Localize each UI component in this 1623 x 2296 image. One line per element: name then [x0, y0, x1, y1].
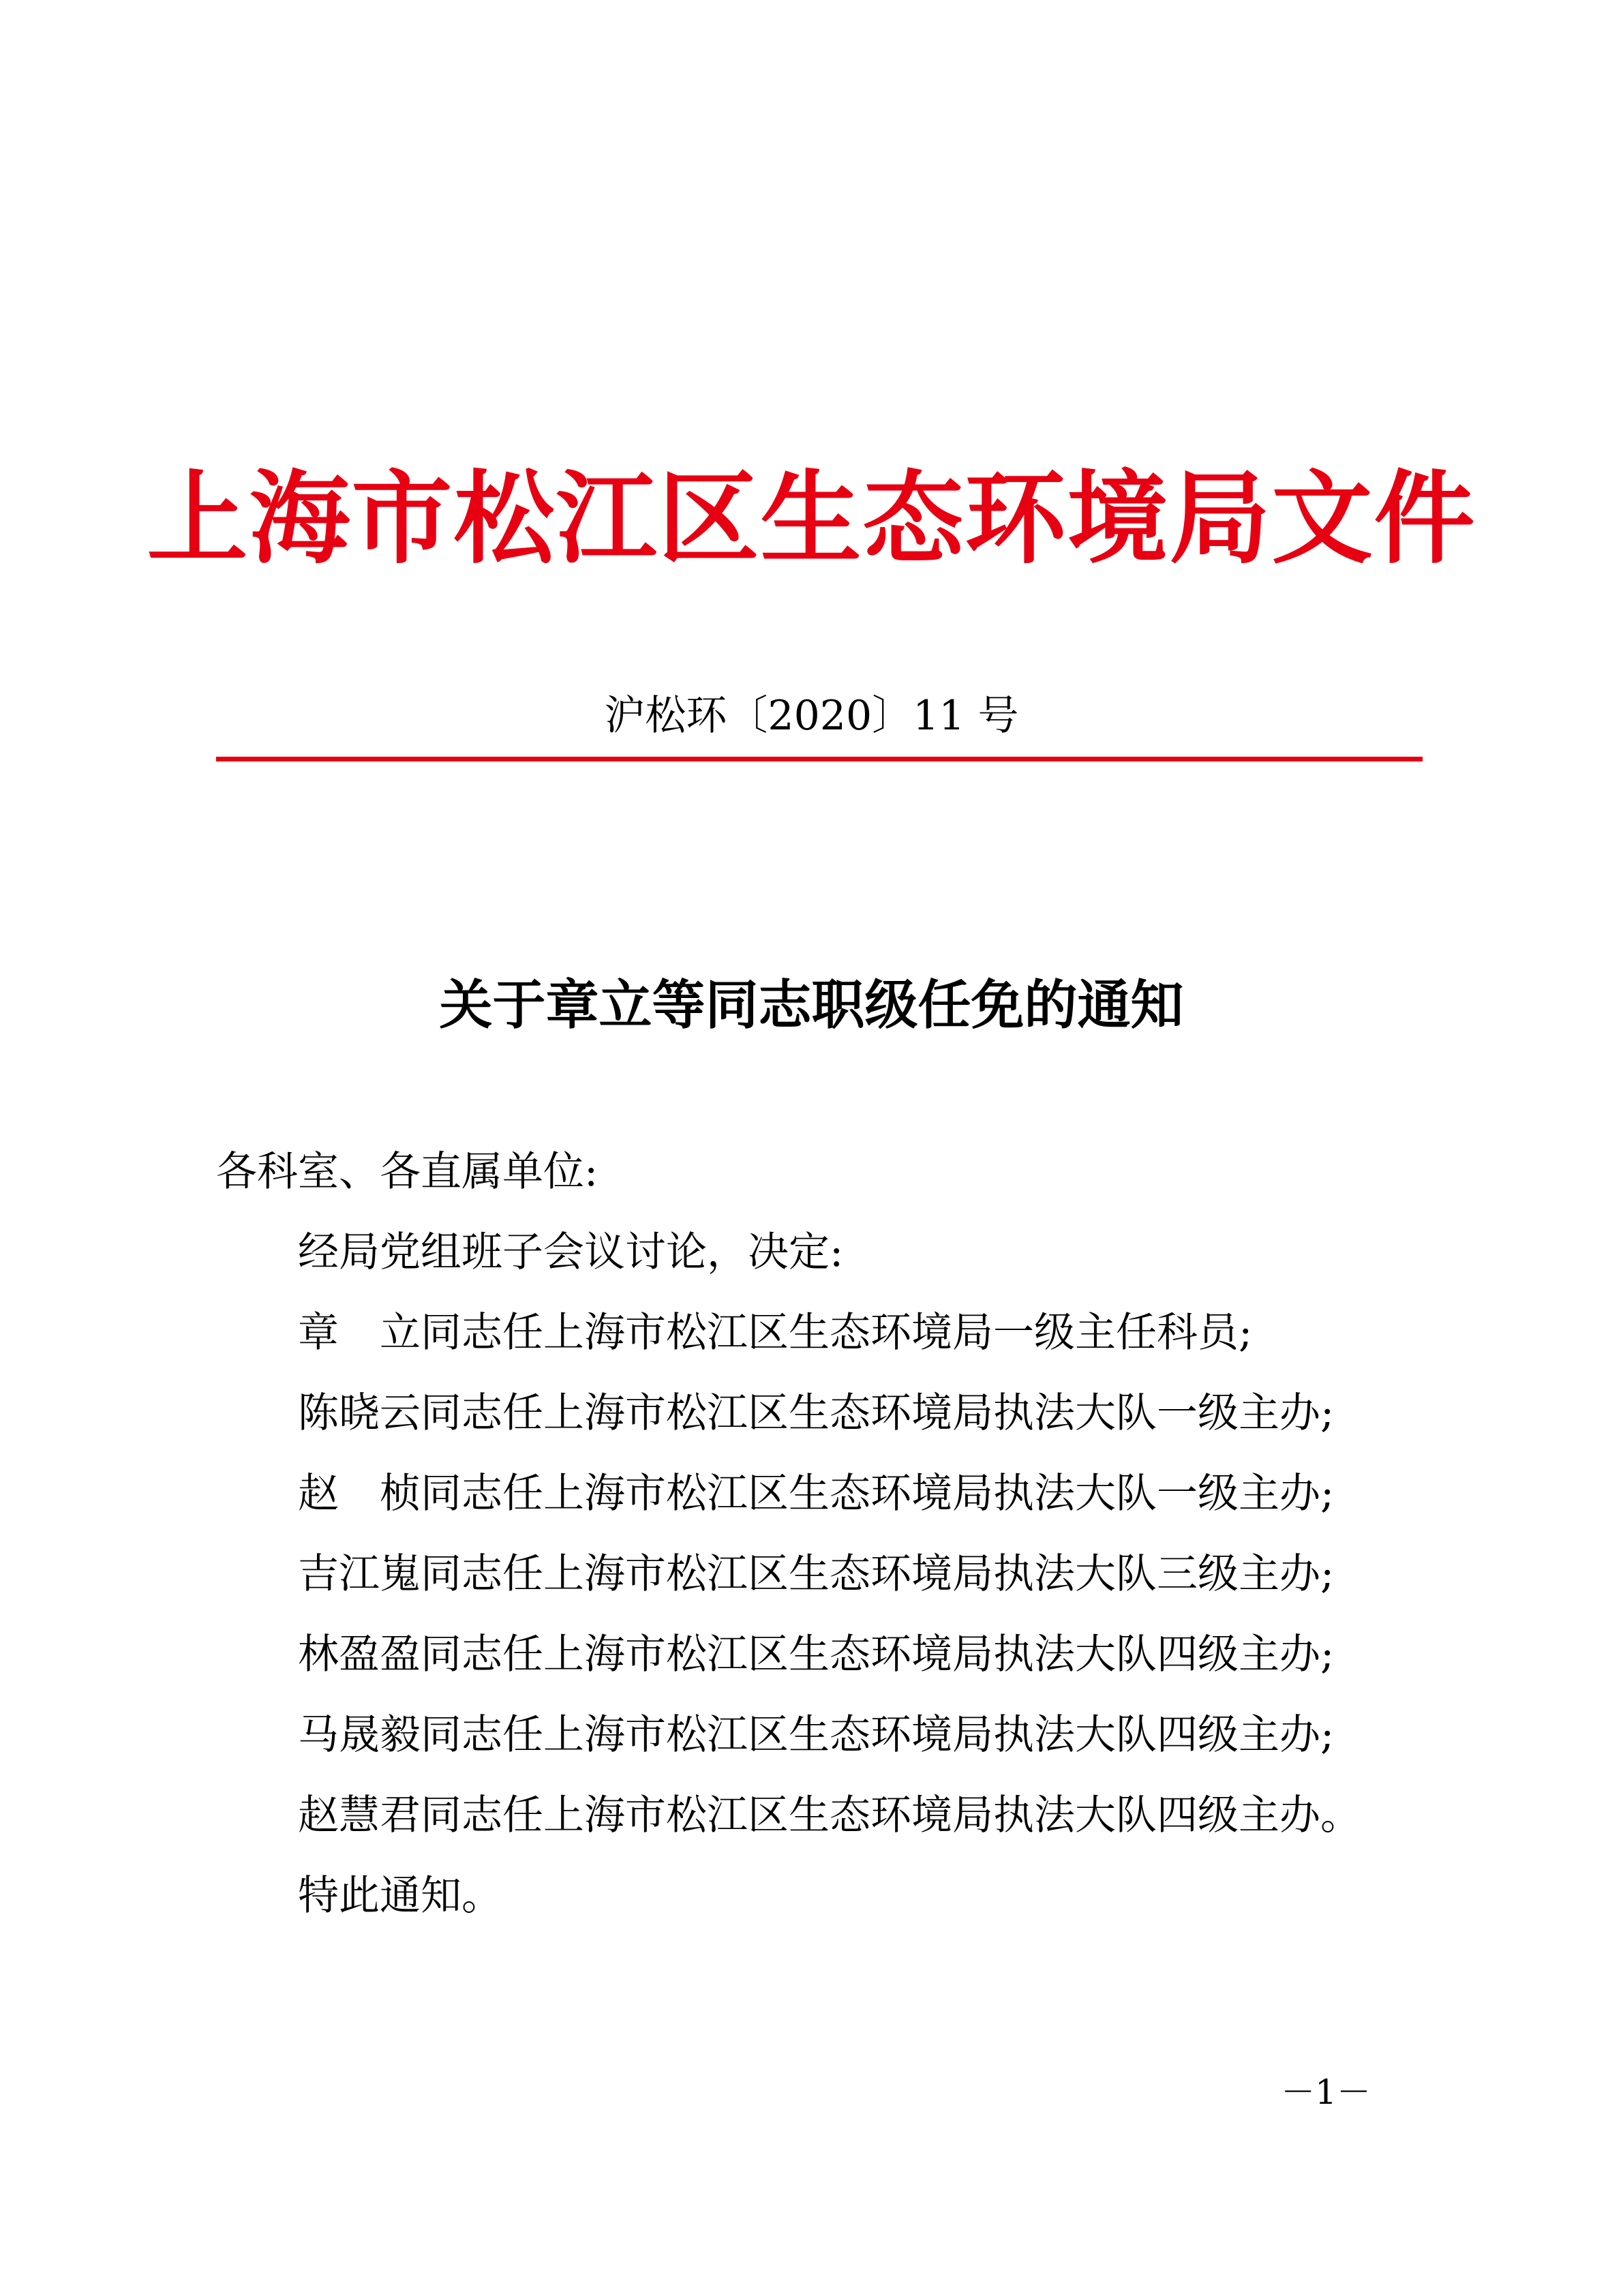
appointment-line: 吉江嵬同志任上海市松江区生态环境局执法大队三级主办;: [298, 1550, 1335, 1598]
appointment-line: 陈晓云同志任上海市松江区生态环境局执法大队一级主办;: [298, 1389, 1335, 1437]
appointment-line: 赵 桢同志任上海市松江区生态环境局执法大队一级主办;: [298, 1470, 1335, 1517]
closing-line: 特此通知。: [298, 1872, 502, 1920]
addressee: 各科室、各直属单位:: [216, 1148, 598, 1196]
appointment-line: 林盈盈同志任上海市松江区生态环境局执法大队四级主办;: [298, 1631, 1335, 1678]
document-body: [216, 1132, 1436, 1936]
appointment-line: 赵慧君同志任上海市松江区生态环境局执法大队四级主办。: [298, 1792, 1361, 1839]
document-title: 关于章立等同志职级任免的通知: [439, 974, 1184, 1036]
appointment-line: 章 立同志任上海市松江区生态环境局一级主任科员;: [298, 1309, 1253, 1357]
body-line-decision: 经局党组班子会议讨论，决定:: [298, 1228, 844, 1276]
page-number: －1－: [1281, 2072, 1371, 2112]
red-divider-line: [216, 757, 1423, 761]
issuer-title: 上海市松江区生态环境局文件: [147, 459, 1476, 577]
document-number: 沪松环〔2020〕11 号: [604, 692, 1019, 740]
appointment-line: 马晟毅同志任上海市松江区生态环境局执法大队四级主办;: [298, 1711, 1335, 1759]
